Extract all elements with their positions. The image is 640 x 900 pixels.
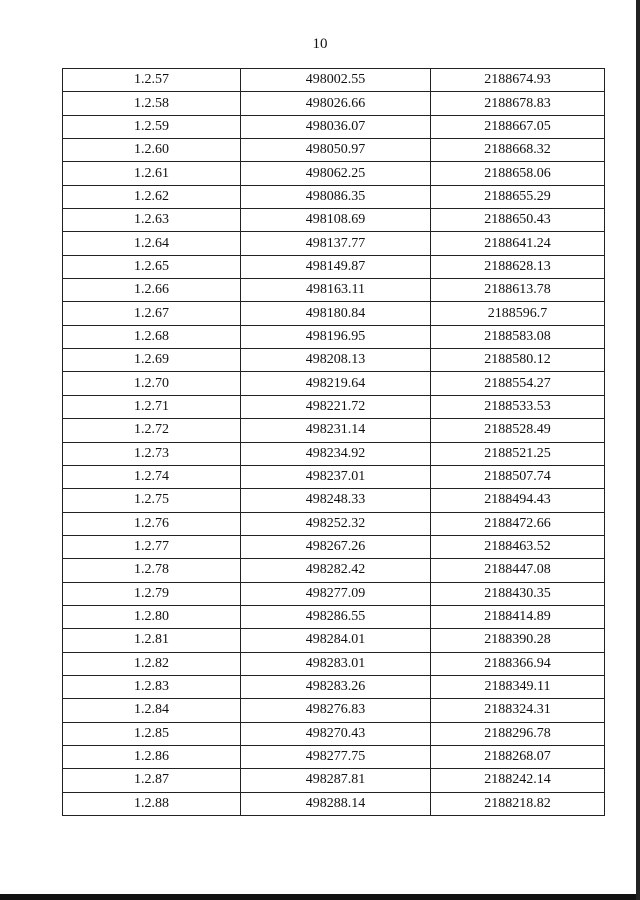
x-coordinate-cell: 498036.07: [241, 115, 431, 138]
point-id-cell: 1.2.72: [63, 419, 241, 442]
y-coordinate-cell: 2188554.27: [431, 372, 605, 395]
x-coordinate-cell: 498270.43: [241, 722, 431, 745]
point-id-cell: 1.2.70: [63, 372, 241, 395]
x-coordinate-cell: 498208.13: [241, 349, 431, 372]
point-id-cell: 1.2.81: [63, 629, 241, 652]
point-id-cell: 1.2.59: [63, 115, 241, 138]
table-row: [63, 279, 605, 302]
x-coordinate-cell: 498277.75: [241, 745, 431, 768]
point-id-cell: 1.2.63: [63, 209, 241, 232]
y-coordinate-cell: 2188678.83: [431, 92, 605, 115]
y-coordinate-cell: 2188655.29: [431, 185, 605, 208]
y-coordinate-cell: 2188218.82: [431, 792, 605, 815]
table-row: [63, 792, 605, 815]
y-coordinate-cell: 2188613.78: [431, 279, 605, 302]
point-id-cell: 1.2.62: [63, 185, 241, 208]
y-coordinate-cell: 2188268.07: [431, 745, 605, 768]
coordinates-table-body: [63, 69, 605, 816]
table-row: [63, 582, 605, 605]
table-row: [63, 69, 605, 92]
x-coordinate-cell: 498283.26: [241, 675, 431, 698]
y-coordinate-cell: 2188674.93: [431, 69, 605, 92]
table-row: [63, 209, 605, 232]
x-coordinate-cell: 498002.55: [241, 69, 431, 92]
table-row: [63, 302, 605, 325]
x-coordinate-cell: 498196.95: [241, 325, 431, 348]
x-coordinate-cell: 498180.84: [241, 302, 431, 325]
y-coordinate-cell: 2188580.12: [431, 349, 605, 372]
x-coordinate-cell: 498163.11: [241, 279, 431, 302]
point-id-cell: 1.2.85: [63, 722, 241, 745]
table-row: [63, 699, 605, 722]
y-coordinate-cell: 2188596.7: [431, 302, 605, 325]
x-coordinate-cell: 498137.77: [241, 232, 431, 255]
x-coordinate-cell: 498284.01: [241, 629, 431, 652]
table-row: [63, 722, 605, 745]
point-id-cell: 1.2.76: [63, 512, 241, 535]
x-coordinate-cell: 498252.32: [241, 512, 431, 535]
table-row: [63, 349, 605, 372]
table-row: [63, 605, 605, 628]
x-coordinate-cell: 498248.33: [241, 489, 431, 512]
y-coordinate-cell: 2188463.52: [431, 535, 605, 558]
y-coordinate-cell: 2188668.32: [431, 139, 605, 162]
x-coordinate-cell: 498108.69: [241, 209, 431, 232]
point-id-cell: 1.2.86: [63, 745, 241, 768]
point-id-cell: 1.2.79: [63, 582, 241, 605]
point-id-cell: 1.2.84: [63, 699, 241, 722]
x-coordinate-cell: 498287.81: [241, 769, 431, 792]
table-row: [63, 92, 605, 115]
y-coordinate-cell: 2188667.05: [431, 115, 605, 138]
y-coordinate-cell: 2188472.66: [431, 512, 605, 535]
scan-bottom-edge: [0, 894, 640, 900]
point-id-cell: 1.2.78: [63, 559, 241, 582]
x-coordinate-cell: 498286.55: [241, 605, 431, 628]
x-coordinate-cell: 498234.92: [241, 442, 431, 465]
x-coordinate-cell: 498026.66: [241, 92, 431, 115]
point-id-cell: 1.2.67: [63, 302, 241, 325]
table-row: [63, 442, 605, 465]
y-coordinate-cell: 2188430.35: [431, 582, 605, 605]
y-coordinate-cell: 2188447.08: [431, 559, 605, 582]
x-coordinate-cell: 498149.87: [241, 255, 431, 278]
x-coordinate-cell: 498276.83: [241, 699, 431, 722]
table-row: [63, 675, 605, 698]
x-coordinate-cell: 498267.26: [241, 535, 431, 558]
y-coordinate-cell: 2188641.24: [431, 232, 605, 255]
y-coordinate-cell: 2188366.94: [431, 652, 605, 675]
x-coordinate-cell: 498283.01: [241, 652, 431, 675]
table-row: [63, 162, 605, 185]
point-id-cell: 1.2.80: [63, 605, 241, 628]
table-row: [63, 185, 605, 208]
y-coordinate-cell: 2188296.78: [431, 722, 605, 745]
point-id-cell: 1.2.66: [63, 279, 241, 302]
point-id-cell: 1.2.68: [63, 325, 241, 348]
coordinates-table: [62, 68, 605, 816]
point-id-cell: 1.2.69: [63, 349, 241, 372]
point-id-cell: 1.2.77: [63, 535, 241, 558]
y-coordinate-cell: 2188533.53: [431, 395, 605, 418]
y-coordinate-cell: 2188628.13: [431, 255, 605, 278]
y-coordinate-cell: 2188507.74: [431, 465, 605, 488]
table-row: [63, 372, 605, 395]
table-row: [63, 769, 605, 792]
y-coordinate-cell: 2188324.31: [431, 699, 605, 722]
table-row: [63, 325, 605, 348]
point-id-cell: 1.2.83: [63, 675, 241, 698]
table-row: [63, 559, 605, 582]
x-coordinate-cell: 498219.64: [241, 372, 431, 395]
point-id-cell: 1.2.61: [63, 162, 241, 185]
point-id-cell: 1.2.58: [63, 92, 241, 115]
table-row: [63, 745, 605, 768]
table-row: [63, 255, 605, 278]
point-id-cell: 1.2.71: [63, 395, 241, 418]
x-coordinate-cell: 498086.35: [241, 185, 431, 208]
point-id-cell: 1.2.65: [63, 255, 241, 278]
point-id-cell: 1.2.82: [63, 652, 241, 675]
x-coordinate-cell: 498237.01: [241, 465, 431, 488]
x-coordinate-cell: 498277.09: [241, 582, 431, 605]
scan-right-edge: [636, 0, 640, 900]
x-coordinate-cell: 498288.14: [241, 792, 431, 815]
point-id-cell: 1.2.64: [63, 232, 241, 255]
x-coordinate-cell: 498062.25: [241, 162, 431, 185]
table-row: [63, 115, 605, 138]
y-coordinate-cell: 2188528.49: [431, 419, 605, 442]
y-coordinate-cell: 2188521.25: [431, 442, 605, 465]
table-row: [63, 465, 605, 488]
x-coordinate-cell: 498221.72: [241, 395, 431, 418]
y-coordinate-cell: 2188242.14: [431, 769, 605, 792]
table-row: [63, 535, 605, 558]
point-id-cell: 1.2.57: [63, 69, 241, 92]
x-coordinate-cell: 498282.42: [241, 559, 431, 582]
point-id-cell: 1.2.75: [63, 489, 241, 512]
table-row: [63, 489, 605, 512]
point-id-cell: 1.2.87: [63, 769, 241, 792]
page-number: 10: [312, 36, 328, 52]
x-coordinate-cell: 498050.97: [241, 139, 431, 162]
table-row: [63, 652, 605, 675]
y-coordinate-cell: 2188658.06: [431, 162, 605, 185]
table-row: [63, 629, 605, 652]
x-coordinate-cell: 498231.14: [241, 419, 431, 442]
table-row: [63, 512, 605, 535]
y-coordinate-cell: 2188583.08: [431, 325, 605, 348]
y-coordinate-cell: 2188414.89: [431, 605, 605, 628]
table-row: [63, 232, 605, 255]
point-id-cell: 1.2.88: [63, 792, 241, 815]
table-row: [63, 139, 605, 162]
y-coordinate-cell: 2188494.43: [431, 489, 605, 512]
point-id-cell: 1.2.74: [63, 465, 241, 488]
table-row: [63, 419, 605, 442]
y-coordinate-cell: 2188390.28: [431, 629, 605, 652]
point-id-cell: 1.2.60: [63, 139, 241, 162]
table-row: [63, 395, 605, 418]
point-id-cell: 1.2.73: [63, 442, 241, 465]
y-coordinate-cell: 2188349.11: [431, 675, 605, 698]
y-coordinate-cell: 2188650.43: [431, 209, 605, 232]
